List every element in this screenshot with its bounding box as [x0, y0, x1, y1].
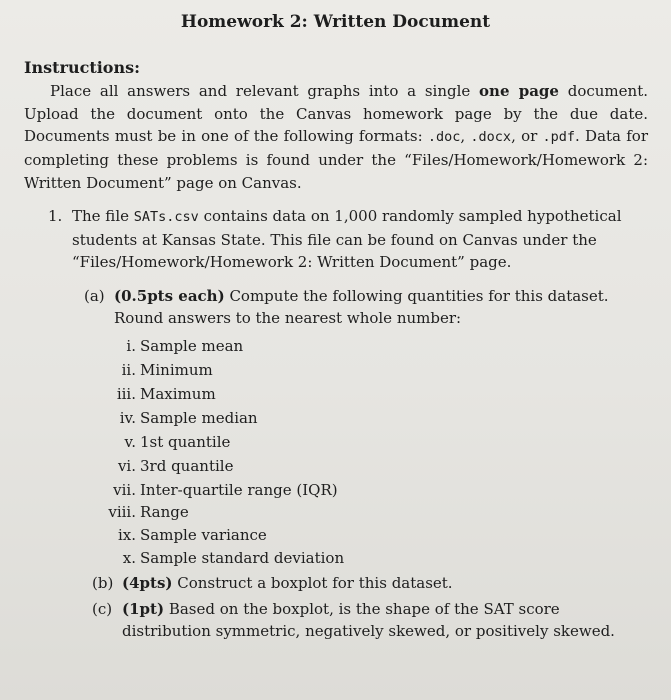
format-separator-2: , or: [511, 127, 543, 146]
instructions-bold-one-page: one page: [479, 82, 559, 100]
part-c-label: (c): [92, 600, 113, 618]
part-b-points: (4pts): [122, 574, 173, 592]
part-b-text: [122, 572, 640, 594]
list-item-text: Minimum: [140, 361, 213, 379]
part-c-points: (1pt): [122, 600, 165, 618]
question-1-text: [72, 205, 640, 274]
part-a: [84, 285, 640, 329]
part-c: [92, 598, 640, 642]
part-b: [92, 572, 640, 594]
instructions-paragraph: [24, 80, 648, 195]
instructions-heading: Instructions:: [24, 58, 141, 77]
list-item-numeral: i.: [126, 337, 136, 355]
part-b-label: (b): [92, 574, 114, 592]
list-item-text: Sample median: [140, 409, 258, 427]
list-item-numeral: viii.: [108, 503, 136, 521]
part-a-points: (0.5pts each): [114, 287, 225, 305]
instructions-text-1: Place all answers and relevant graphs into a single: [50, 82, 480, 100]
list-item-text: Sample variance: [140, 526, 267, 544]
list-item-numeral: vi.: [117, 457, 136, 475]
list-item-numeral: iii.: [116, 385, 136, 403]
part-a-label: (a): [84, 287, 105, 305]
question-1-text-b: contains data on 1,000 randomly sampled hypothetical students at Kansas State. This file can be found on Canvas under the “Files/Homework/Homework 2: Written Document” page.: [72, 207, 622, 271]
list-item: [104, 407, 258, 429]
list-item-text: Inter-quartile range (IQR): [140, 481, 338, 499]
list-item-numeral: vii.: [113, 481, 136, 499]
list-item-numeral: x.: [122, 549, 136, 567]
list-item-text: Sample mean: [140, 337, 244, 355]
list-item: [104, 359, 213, 381]
list-item-numeral: v.: [124, 433, 136, 451]
list-item-text: 3rd quantile: [140, 457, 234, 475]
instructions-text-2: document. Upload the document onto the Canvas homework page by the due date. Documents must be in one of the following formats:: [24, 82, 648, 146]
data-filename: SATs.csv: [133, 209, 199, 225]
page-title: Homework 2: Written Document: [180, 12, 491, 32]
part-b-instructions: Construct a boxplot for this dataset.: [172, 574, 453, 592]
format-docx: .docx: [470, 129, 512, 146]
instructions-text-3: . Data for completing these problems is found under the “Files/Homework/Homework 2: Written Document” page on Canvas.: [24, 127, 648, 192]
part-c-text: [122, 598, 640, 642]
list-item: [104, 479, 338, 501]
question-1: [48, 205, 640, 274]
list-item: [104, 383, 216, 405]
list-item: [104, 455, 233, 477]
list-item-numeral: ii.: [121, 361, 136, 379]
format-separator-1: ,: [460, 127, 471, 146]
question-1-number: 1.: [48, 207, 63, 225]
list-item: [104, 501, 189, 523]
list-item: [104, 335, 243, 357]
part-c-instructions: Based on the boxplot, is the shape of the SAT score distribution symmetric, negatively skewed, or positively skewed.: [122, 600, 615, 640]
list-item-text: 1st quantile: [140, 433, 231, 451]
list-item-text: Maximum: [140, 385, 216, 403]
format-doc: .doc: [427, 129, 461, 146]
list-item: [104, 547, 344, 569]
list-item: [104, 431, 230, 453]
list-item-text: Range: [140, 503, 189, 521]
list-item-numeral: ix.: [117, 526, 136, 544]
format-pdf: .pdf: [542, 129, 576, 146]
list-item-text: Sample standard deviation: [140, 549, 345, 567]
list-item: [104, 524, 267, 546]
part-a-text: [114, 285, 640, 329]
part-a-instructions: Compute the following quantities for this dataset. Round answers to the nearest whole number:: [114, 287, 609, 327]
list-item-numeral: iv.: [119, 409, 136, 427]
question-1-text-a: The file: [72, 207, 134, 225]
